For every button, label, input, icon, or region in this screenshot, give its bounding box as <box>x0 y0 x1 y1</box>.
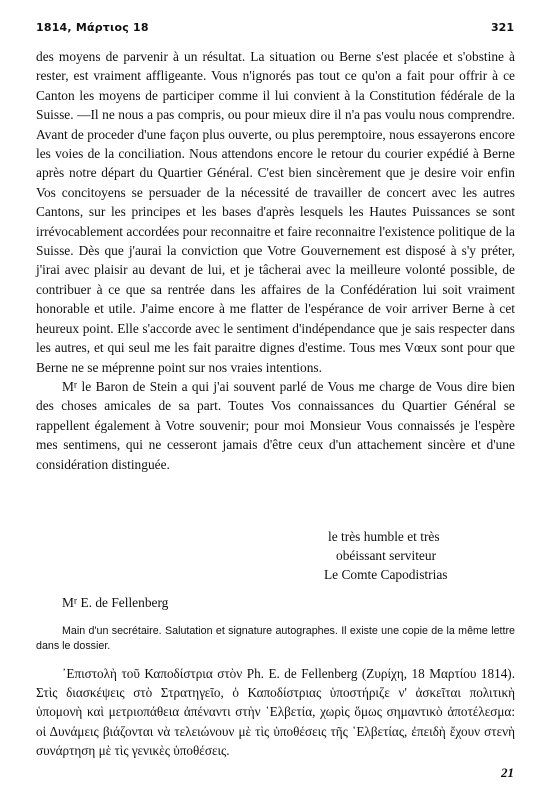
addressee-superscript: r <box>73 595 78 607</box>
letter-paragraph-1: des moyens de parvenir à un résultat. La situation ou Berne s'est placée et s'obstine à rester, est vraiment affligeante. Vous n'ignorés pas tout ce qu'on a fait pour offrir à ce Canton les moyens de participer comme il lui convient à la Constitution fédérale de la Suisse. —Il ne nous a pas compris, ou pour mieux dire il n'a pas voulu nous comprendre. Avant de proceder d'une façon plus ouverte, ou plus peremptoire, nous essayerons encore les voies de la conciliation. Nous attendons encore le retour du courier expédié à Berne après notre départ du Quartier Général. C'est bien sincèrement que je desire voir enfin Vos concitoyens se persuader de la nécessité de travailler de concert avec les autres Cantons, sur les principes et les bases d'après lesquels les Hautes Puissances se sont irrévocablement accordées pour reconnaitre et faire reconnaitre l'existence politique de la Suisse. Dès que j'aurai la conviction que Votre Gouvernement est disposé à s'y préter, j'irai avec plaisir au devant de lui, et je tâcherai avec la meilleure volonté possible, de contribuer à ce que sa rentrée dans les affaires de la Confédération lui soit vraiment honorable et utile. J'aime encore à me flatter de l'espérance de voir arriver Berne à cet heureux point. Elle s'accorde avec le sentiment d'indépendance que je sais respecter dans les autres, et qui seul me les fait paraitre dignes d'estime. Tous mes Vœux sont pour que Berne ne se méprenne point sur nos vraies intentions. <box>36 49 515 375</box>
addressee-name: E. de Fellenberg <box>77 595 169 610</box>
paragraph-2-text: le Baron de Stein a qui j'ai souvent parlé de Vous me charge de Vous dire bien des choses amicales de sa part. Toutes Vos connaissances du Quartier Général se rappellent également à Votre souvenir; pour moi Monsieur Vous connaissés je l'espère mes sentimens, qui ne cesseront jamais d'être ceux d'un attachement sincère et d'une considération distinguée. <box>36 378 515 472</box>
letter-body <box>36 47 515 474</box>
editorial-note: Main d'un secrétaire. Salutation et signature autographes. Il existe une copie de la même lettre dans le dossier. <box>36 625 515 652</box>
paragraph-2-superscript: r <box>73 379 78 391</box>
letter-paragraph-2 <box>36 377 515 474</box>
letter-closing <box>310 527 540 584</box>
closing-line-2: obéissant serviteur <box>336 548 437 563</box>
paragraph-2-prefix: M <box>62 378 74 394</box>
greek-summary: ᾿Επιστολὴ τοῦ Καποδίστρια στὸν Ph. E. de Fellenberg (Ζυρίχη, 18 Μαρτίου 1814). Στὶς διασκέψεις στὸ Στρατηγεῖο, ὁ Καποδίστριας ὑποστήριζε ν' ἀσκεῖται πολιτικὴ ὑπομονὴ καὶ μετριοπάθεια ἀπέναντι στὴν ῾Ελβετία, χωρὶς ὅμως σημαντικὸ ἀποτέλεσμα: οἱ Δυνάμεις βιάζονται νὰ τελειώνουν μὲ τὶς ὑποθέσεις τῆς ῾Ελβετίας, ἐπειδὴ ἔχουν στενὴ συνάρτηση μὲ τὶς γενικὲς ὑποθέσεις. <box>36 666 515 758</box>
page-number: 321 <box>491 21 514 34</box>
addressee <box>62 593 168 612</box>
signature-name: Le Comte Capodistrias <box>324 567 448 582</box>
running-header-date: 1814, Μάρτιος 18 <box>36 21 149 34</box>
gathering-signature: 21 <box>501 765 514 780</box>
closing-line-1: le très humble et très <box>328 529 440 544</box>
addressee-prefix: M <box>62 595 74 610</box>
